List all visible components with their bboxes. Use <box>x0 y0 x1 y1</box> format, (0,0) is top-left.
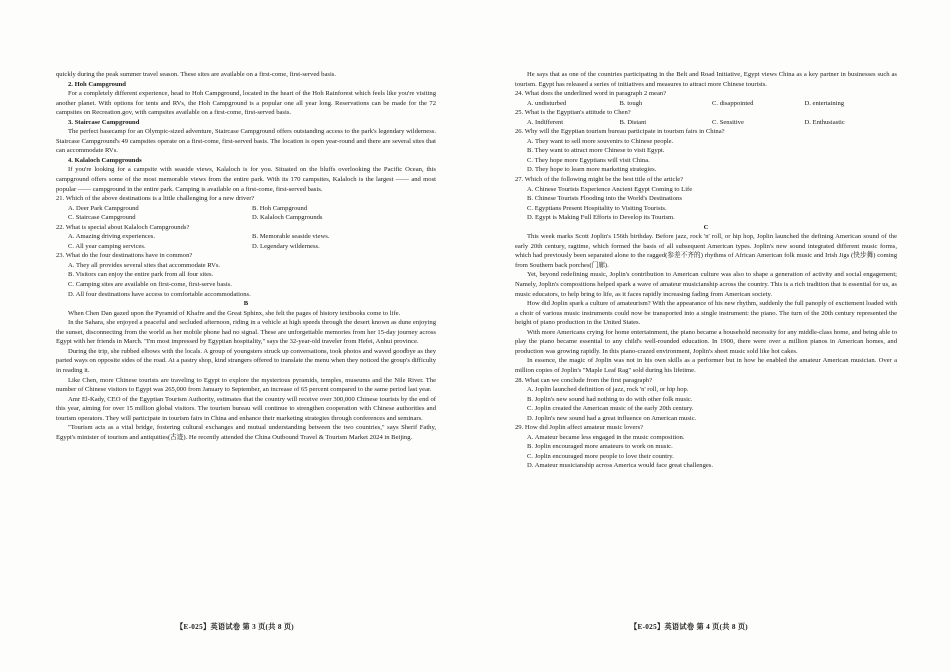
paragraph: If you're looking for a campsite with seaside views, Kalaloch is for you. Situated on the bluffs overlooking the Pacific Ocean, this campground offers some of the most memorable views from the entire park. With its 170 campsites, Kalaloch is the largest —— and most popular —— campground in the entire park. Camping is available on a first-come, first-served basis. <box>56 166 436 193</box>
paragraph: "Tourism acts as a vital bridge, fostering cultural exchanges and mutual understanding between the two countries," says Sherif Fathy, Egypt's minister of tourism and antiquities(古迹). He recently attended the China Outbound Travel & Tourism Market 2024 in Beijing. <box>56 424 436 441</box>
question-27: 27. Which of the following might be the best title of the article? <box>515 176 684 184</box>
paragraph: In essence, the magic of Joplin was not in his own skills as a performer but in how he enabled the amateur American musician. Over a million copies of Joplin's "Maple Leaf Rag" sold during his lifetime. <box>515 357 897 374</box>
option: B. Joplin's new sound had nothing to do with other folk music. <box>527 395 693 403</box>
section-marker-c: C <box>703 223 709 231</box>
question-22-options <box>56 232 436 251</box>
option: A. undisturbed <box>527 99 567 107</box>
section-heading: 4. Kalaloch Campgrounds <box>68 156 142 164</box>
question-28: 28. What can we conclude from the first paragraph? <box>515 376 653 384</box>
option: D. entertaining <box>804 99 845 107</box>
exam-page-4 <box>475 0 950 672</box>
option: A. Amazing driving experiences. <box>68 233 155 241</box>
option: A. Indifferent <box>527 118 564 126</box>
section-heading: 3. Staircase Campground <box>68 118 140 126</box>
option: D. Legendary wilderness. <box>252 242 320 250</box>
option: D. Enthusiastic <box>804 118 845 126</box>
question-25: 25. What is the Egyptian's attitude to Chen? <box>515 109 631 117</box>
option: B. Memorable seaside views. <box>252 233 330 241</box>
option: B. Joplin encouraged more amateurs to work on music. <box>527 443 673 451</box>
page-footer: 【E-025】英语试卷 第 3 页(共 8 页) <box>176 623 295 631</box>
section-heading: 2. Hoh Campground <box>68 80 126 88</box>
paragraph: In the Sahara, she enjoyed a peaceful and secluded afternoon, riding in a vehicle at high speeds through the desert known as dune enjoying the sunset, disconnecting from the world as her mobile phone had no signal. These are unforgettable memories from her 15-day journey across Egypt with her friends in March. "I'm most impressed by Egyptian hospitality," says the 32-year-old traveler from Hefei, Anhui province. <box>56 319 436 346</box>
option: D. Egypt is Making Full Efforts to Develop its Tourism. <box>527 214 675 222</box>
paragraph: Amr El-Kady, CEO of the Egyptian Tourism Authority, estimates that the country will receive over 300,000 Chinese tourists by the end of this year, aiming for over 15 million global visitors. The tourism bureau will continue to strengthen cooperation with Chinese authorities and tourism operators. They will participate in tourism fairs in China and enhance their marketing strategies through conferences and seminars. <box>56 395 436 422</box>
option: D. All four destinations have access to comfortable accommodations. <box>68 290 251 298</box>
option: A. Chinese Tourists Experience Ancient Egypt Coming to Life <box>527 185 693 193</box>
paragraph: The perfect basecamp for an Olympic-sized adventure, Staircase Campground offers outstanding access to the park's legendary wilderness. Staircase Campground's 49 campsites operate on a first-come, first-served basis. The location is open year-round and there are several sites that can accommodate RVs. <box>56 128 436 155</box>
page-4-column <box>515 70 897 471</box>
paragraph: Like Chen, more Chinese tourists are traveling to Egypt to explore the mysterious pyramids, temples, museums and the Nile River. The number of Chinese visitors to Egypt was 265,000 from January to September, an increase of 65 percent compared to the same period last year. <box>56 376 436 394</box>
option: C. Joplin created the American music of the early 20th century. <box>527 405 694 413</box>
option: C. Egyptians Present Hospitality to Visiting Tourists. <box>527 204 667 212</box>
question-29: 29. How did Joplin affect amateur music lovers? <box>515 424 644 432</box>
question-24: 24. What does the underlined word in paragraph 2 mean? <box>515 90 667 98</box>
question-26: 26. Why will the Egyptian tourism bureau participate in tourism fairs in China? <box>515 128 725 136</box>
question-21-options <box>56 204 436 223</box>
paragraph: How did Joplin spark a culture of amateurism? With the appearance of his new rhythm, suddenly the full panoply of excitement loaded with a choir of various music instruments could now be transported into a single instrument: the piano. The turn of the 20th century represented the height of piano production in the United States. <box>515 300 897 327</box>
option: C. Staircase Campground <box>68 214 136 222</box>
question-24-options <box>515 99 897 109</box>
option: C. disappointed <box>712 99 754 107</box>
page-footer: 【E-025】英语试卷 第 4 页(共 8 页) <box>630 623 749 631</box>
paragraph: He says that as one of the countries participating in the Belt and Road Initiative, Egypt views China as a key partner in businesses such as tourism. Egypt has released a series of initiatives and measures to attract more Chinese tourists. <box>515 71 897 88</box>
option: A. Deer Park Campground <box>68 204 139 212</box>
paragraph: This week marks Scott Joplin's 156th birthday. Before jazz, rock 'n' roll, or hip hop, Joplin launched the defining American sound of the early 20th century, ragtime, which formed the basis of all subsequent American types. Joplin's new sound integrated different music forms, which had previously been separated alone to the ragged(参差不齐的) rhythms of African American folk music and Irish Jigs (快步舞) coming from Southern back porches(门廊). <box>515 233 897 269</box>
option: C. All year camping services. <box>68 242 146 250</box>
option: B. Visitors can enjoy the entire park from all four sites. <box>68 271 214 279</box>
page-3-column <box>56 70 436 442</box>
option: A. Joplin launched definition of jazz, rock 'n' roll, or hip hop. <box>527 386 689 394</box>
question-22: 22. What is special about Kalaloch Campgrounds? <box>56 223 190 231</box>
question-23: 23. What do the four destinations have in common? <box>56 252 193 260</box>
option: D. They hope to learn more marketing strategies. <box>527 166 657 174</box>
option: C. Camping sites are available on first-come, first-serve basis. <box>68 281 232 289</box>
option: B. Chinese Tourists Flooding into the World's Destinations <box>527 195 682 203</box>
intro-paragraph: quickly during the peak summer travel season. These sites are available on a first-come, first-served basis. <box>56 71 337 78</box>
paragraph: Yet, beyond redefining music, Joplin's contribution to American culture was also to shape a generation of activity and social engagement; Namely, Joplin's compositions helped spark a wave of amateur musicianship across the country. This is a rich tradition that is essential for us, as music educators, to help bring to life, as it faces rapidly increasing fading from American society. <box>515 271 897 298</box>
paragraph: For a completely different experience, head to Hoh Campground, located in the heart of the Hoh Rainforest which feels like you're visiting another planet. With options for tents and RVs, the Hoh Campground is a popular one all year long. Reservations can be made for the 72 campsites on Recreation.gov, with campsites available on a first-come, first-served basis. <box>56 90 436 117</box>
option: A. Amateur became less engaged in the music composition. <box>527 433 685 441</box>
option: C. They hope more Egyptians will visit China. <box>527 156 650 164</box>
paragraph: During the trip, she rubbed elbows with the locals. A group of youngsters struck up conversations, took photos and waved goodbye as they parted ways on opposite sides of the road. At a pastry shop, kind strangers offered to translate the menu when they noticed the group's difficulty in reading it. <box>56 347 436 374</box>
option: C. Sensitive <box>712 118 744 126</box>
option: A. They want to sell more souvenirs to Chinese people. <box>527 137 674 145</box>
option: D. Amateur musicianship across America would face great challenges. <box>527 462 714 470</box>
option: D. Kalaloch Campgrounds <box>252 214 323 222</box>
question-21: 21. Which of the above destinations is a little challenging for a new driver? <box>56 195 255 203</box>
paragraph: When Chen Dan gazed upon the Pyramid of Khafre and the Great Sphinx, she felt the pages of history textbooks come to life. <box>68 309 401 317</box>
option: B. Distant <box>619 118 647 126</box>
paragraph: With more Americans crying for home entertainment, the piano became a household necessity for any middle-class home, and being able to play the piano became essential to any child's well-rounded education. In 1900, there were over a million pianos in American homes, and production was growing rapidly. In this piano-crazed environment, Joplin's sheet music sold like hot cakes. <box>515 328 897 355</box>
question-25-options <box>515 118 897 128</box>
section-marker-b: B <box>243 300 249 308</box>
option: B. tough <box>619 99 643 107</box>
option: B. They want to attract more Chinese to visit Egypt. <box>527 147 665 155</box>
option: B. Hoh Campground <box>252 204 308 212</box>
option: D. Joplin's new sound had a great influence on American music. <box>527 414 697 422</box>
option: C. Joplin encouraged more people to love their country. <box>527 452 674 460</box>
option: A. They all provides several sites that accommodate RVs. <box>68 261 221 269</box>
